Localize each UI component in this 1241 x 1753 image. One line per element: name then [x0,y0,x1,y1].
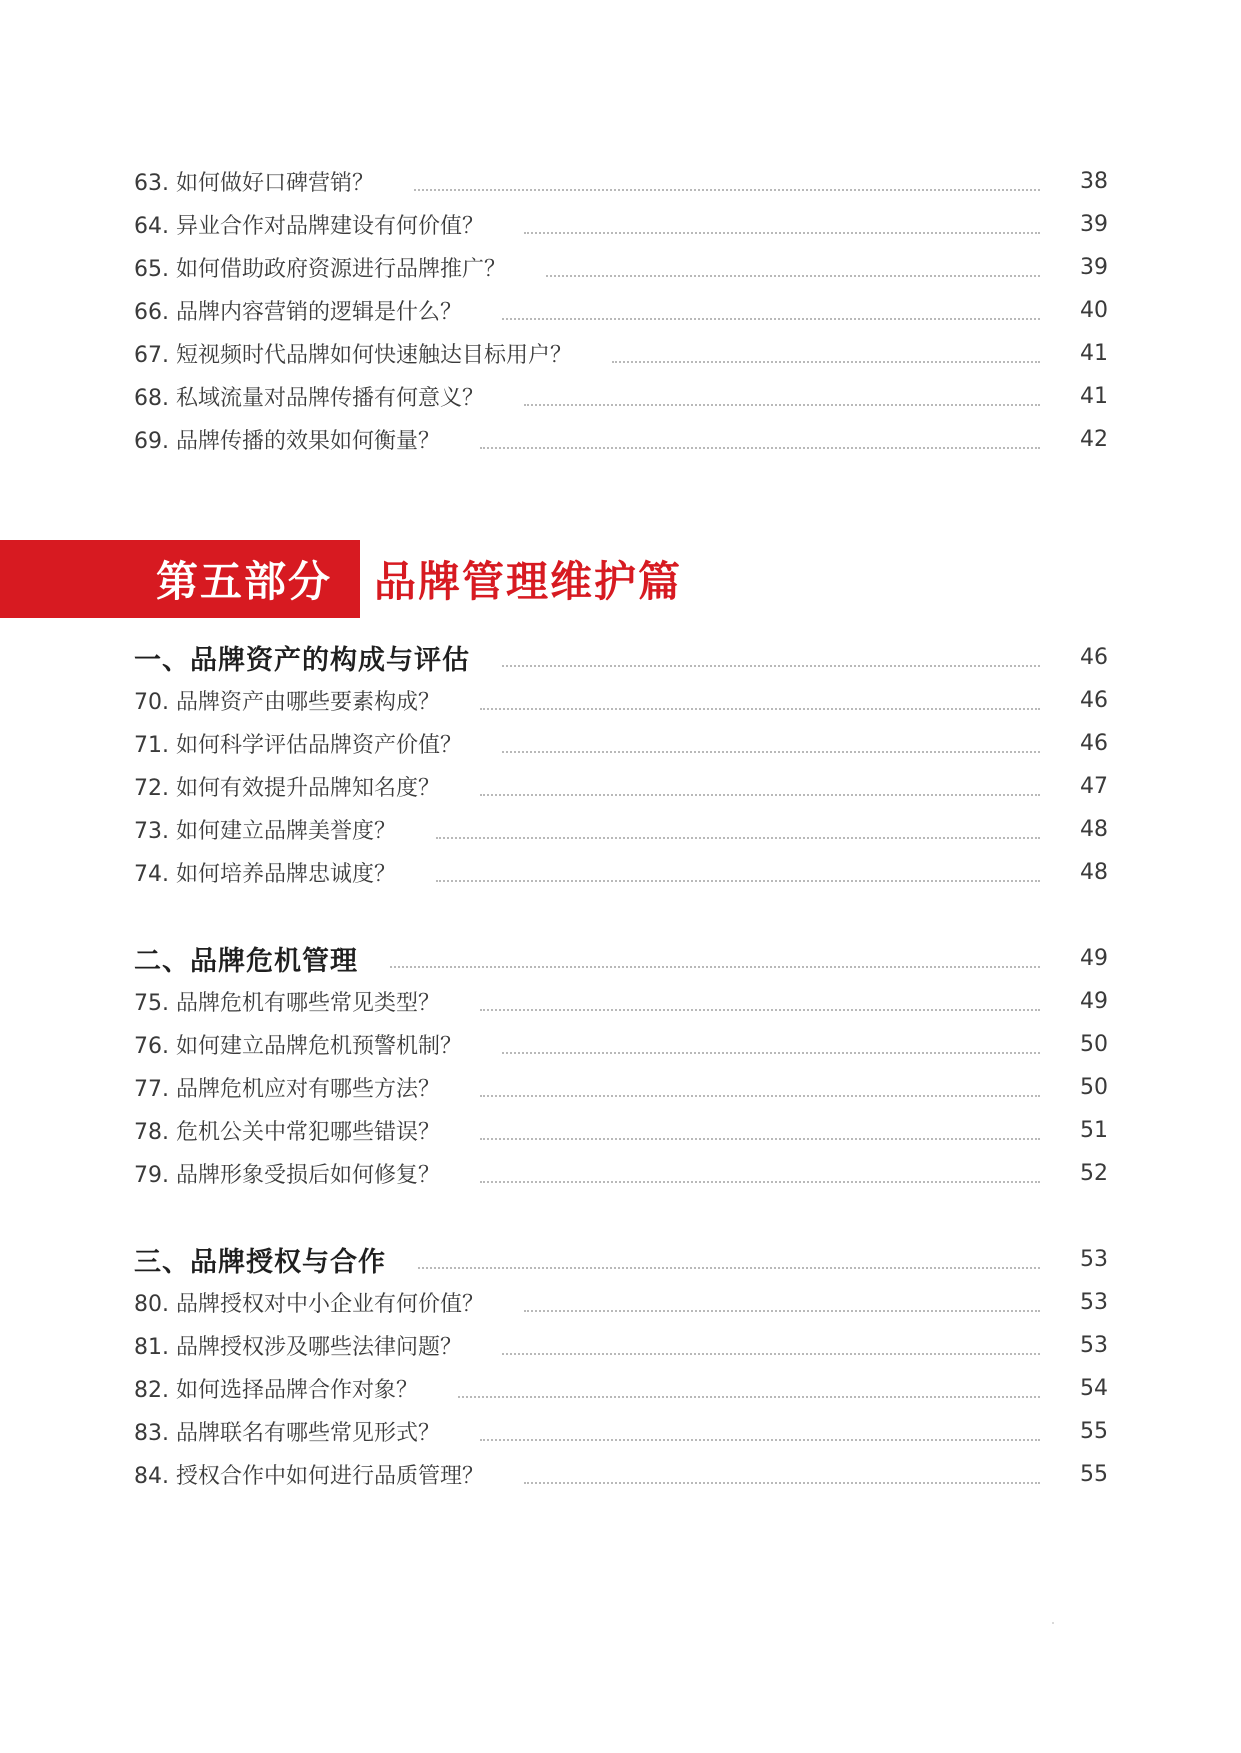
toc-entry[interactable] [134,681,1108,719]
dot-leader [524,1310,1040,1312]
toc-entry[interactable] [134,1455,1108,1493]
toc-entry-page: 40 [1080,297,1108,323]
toc-entry-page: 54 [1080,1375,1108,1401]
toc-entry-title: 70. 品牌资产由哪些要素构成？ [134,689,440,715]
toc-entry-title: 67. 短视频时代品牌如何快速触达目标用户？ [134,342,572,368]
toc-entry[interactable] [134,1025,1108,1063]
toc-entry[interactable] [134,1283,1108,1321]
toc-entry[interactable] [134,810,1108,848]
toc-entry-page: 46 [1080,730,1108,756]
section-heading-title: 一、品牌资产的构成与评估 [134,644,470,676]
toc-entry-page: 50 [1080,1074,1108,1100]
toc-entry-title: 68. 私域流量对品牌传播有何意义？ [134,385,484,411]
dot-leader [390,966,1040,968]
section-heading[interactable] [134,939,1108,977]
section-heading-page: 53 [1080,1246,1108,1272]
dot-leader [480,794,1040,796]
toc-entry[interactable] [134,1111,1108,1149]
dot-leader [546,275,1040,277]
section-heading-page: 46 [1080,644,1108,670]
toc-entry[interactable] [134,853,1108,891]
toc-entry[interactable] [134,291,1108,329]
dot-leader [524,404,1040,406]
dot-leader [480,1009,1040,1011]
dot-leader [502,1353,1040,1355]
section-heading[interactable] [134,1240,1108,1278]
toc-entry[interactable] [134,420,1108,458]
dot-leader [480,1138,1040,1140]
toc-entry-page: 41 [1080,383,1108,409]
toc-entry-page: 50 [1080,1031,1108,1057]
toc-entry[interactable] [134,162,1108,200]
dot-leader [480,1181,1040,1183]
toc-entry-page: 52 [1080,1160,1108,1186]
toc-entry[interactable] [134,1369,1108,1407]
toc-entry-title: 79. 品牌形象受损后如何修复？ [134,1162,440,1188]
toc-entry-title: 74. 如何培养品牌忠诚度？ [134,861,396,887]
toc-entry-page: 53 [1080,1332,1108,1358]
toc-entry-page: 38 [1080,168,1108,194]
part-label: 第五部分 [155,557,332,606]
dot-leader [502,751,1040,753]
toc-entry-page: 49 [1080,988,1108,1014]
toc-entry-title: 75. 品牌危机有哪些常见类型？ [134,990,440,1016]
toc-entry-page: 55 [1080,1418,1108,1444]
dot-leader [436,837,1040,839]
dot-leader [480,1439,1040,1441]
dot-leader [502,665,1040,667]
toc-entry-title: 64. 异业合作对品牌建设有何价值？ [134,213,484,239]
section-heading-page: 49 [1080,945,1108,971]
toc-entry[interactable] [134,248,1108,286]
toc-entry-title: 82. 如何选择品牌合作对象？ [134,1377,418,1403]
toc-entry-page: 39 [1080,254,1108,280]
dot-leader [418,1267,1040,1269]
toc-entry[interactable] [134,205,1108,243]
toc-entry-page: 46 [1080,687,1108,713]
section-heading-title: 二、品牌危机管理 [134,945,358,977]
section-heading-title: 三、品牌授权与合作 [134,1246,386,1278]
toc-entry-title: 73. 如何建立品牌美誉度？ [134,818,396,844]
toc-entry[interactable] [134,982,1108,1020]
toc-entry[interactable] [134,334,1108,372]
dot-leader [414,189,1040,191]
toc-entry[interactable] [134,724,1108,762]
toc-entry-page: 42 [1080,426,1108,452]
dot-leader [480,708,1040,710]
toc-entry[interactable] [134,767,1108,805]
dot-leader [480,447,1040,449]
dot-leader [524,232,1040,234]
toc-entry-title: 63. 如何做好口碑营销？ [134,170,374,196]
toc-entry-title: 83. 品牌联名有哪些常见形式？ [134,1420,440,1446]
dot-leader [502,318,1040,320]
toc-entry[interactable] [134,1154,1108,1192]
part-title: 品牌管理维护篇 [374,557,683,606]
toc-entry-title: 77. 品牌危机应对有哪些方法？ [134,1076,440,1102]
toc-entry-page: 48 [1080,816,1108,842]
toc-entry-title: 72. 如何有效提升品牌知名度？ [134,775,440,801]
toc-entry-title: 78. 危机公关中常犯哪些错误？ [134,1119,440,1145]
toc-entry-page: 47 [1080,773,1108,799]
part-banner [0,540,360,618]
toc-entry-title: 80. 品牌授权对中小企业有何价值？ [134,1291,484,1317]
toc-entry-title: 84. 授权合作中如何进行品质管理？ [134,1463,484,1489]
toc-entry[interactable] [134,377,1108,415]
dot-leader [436,880,1040,882]
toc-entry[interactable] [134,1068,1108,1106]
toc-entry-title: 71. 如何科学评估品牌资产价值？ [134,732,462,758]
dot-leader [524,1482,1040,1484]
toc-entry-title: 69. 品牌传播的效果如何衡量？ [134,428,440,454]
toc-entry-page: 48 [1080,859,1108,885]
page-mark [1052,1622,1054,1624]
toc-entry-page: 39 [1080,211,1108,237]
toc-entry-page: 55 [1080,1461,1108,1487]
dot-leader [612,361,1040,363]
dot-leader [502,1052,1040,1054]
toc-entry-title: 66. 品牌内容营销的逻辑是什么？ [134,299,462,325]
dot-leader [480,1095,1040,1097]
toc-entry-page: 53 [1080,1289,1108,1315]
toc-entry-title: 76. 如何建立品牌危机预警机制？ [134,1033,462,1059]
toc-entry[interactable] [134,1326,1108,1364]
toc-entry-page: 41 [1080,340,1108,366]
toc-entry-title: 65. 如何借助政府资源进行品牌推广？ [134,256,506,282]
toc-entry[interactable] [134,1412,1108,1450]
toc-entry-page: 51 [1080,1117,1108,1143]
section-heading[interactable] [134,638,1108,676]
toc-entry-title: 81. 品牌授权涉及哪些法律问题？ [134,1334,462,1360]
dot-leader [458,1396,1040,1398]
